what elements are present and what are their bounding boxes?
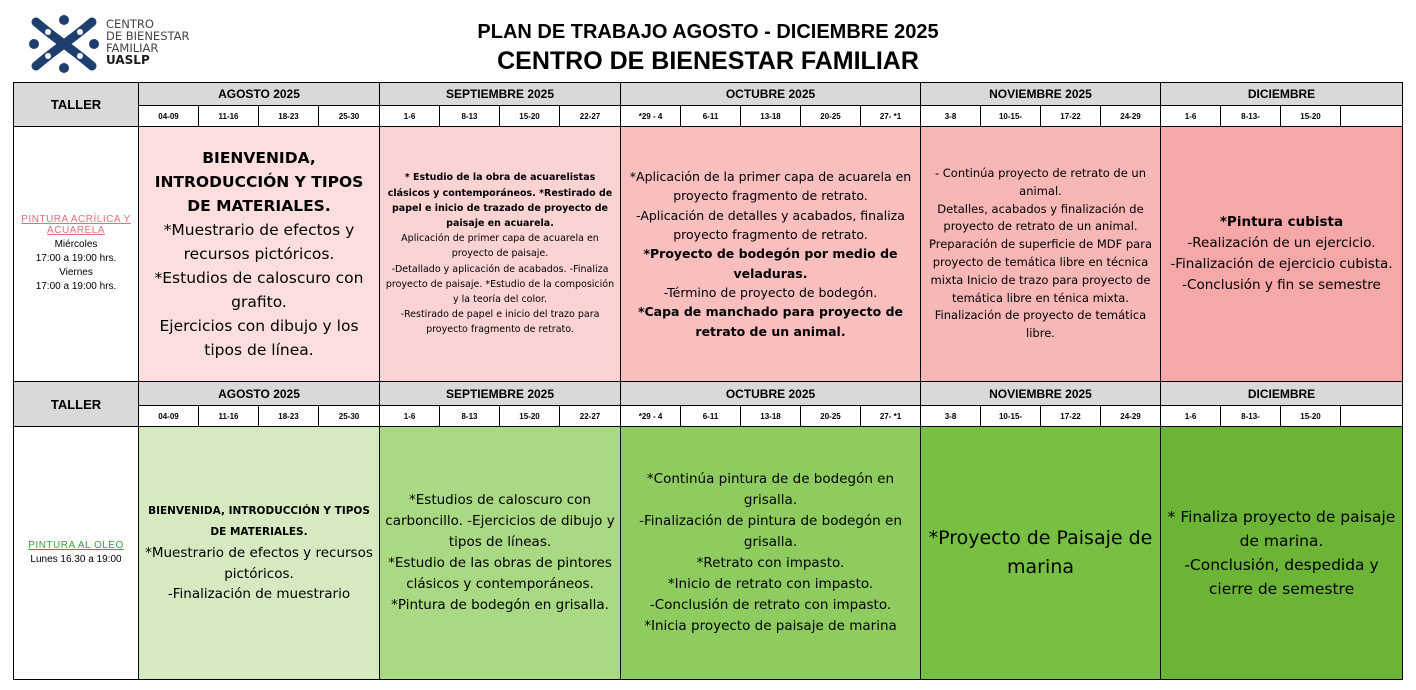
activity-text: -Aplicación de detalles y acabados, finaliza proyecto fragmento de retrato. (636, 207, 905, 242)
workshop-schedule-line: Miércoles (54, 239, 98, 250)
activity-text: Preparación de superficie de MDF para proyecto de temática libre en técnica mixta Inicio de trazo para proyecto de temática libre en ténica mixta. (928, 237, 1152, 305)
activity-text: *Capa de manchado para proyecto de retrato de un animal. (637, 304, 904, 339)
week-cell: 18-23 (258, 105, 319, 127)
week-cell: 25-30 (318, 405, 380, 427)
week-cell: 8-13- (1220, 105, 1281, 127)
workshop-name: PINTURA ACRÍLICA Y ACUARELA (21, 214, 131, 236)
activity-text: - Continúa proyecto de retrato de un animal. (934, 165, 1147, 198)
week-cell: 17-22 (1040, 105, 1101, 127)
month-header: AGOSTO 2025 (138, 82, 380, 106)
week-cell: 18-23 (258, 405, 319, 427)
week-cell: 8-13 (439, 405, 500, 427)
week-cell: 11-16 (198, 105, 259, 127)
week-cell: 8-13 (439, 105, 500, 127)
activity-text: -Detallado y aplicación de acabados. -Finaliza proyecto de paisaje. *Estudio de la composición y la teoría del color. (385, 263, 615, 305)
activity-text: -Restirado de papel e inicio del trazo para proyecto fragmento de retrato. (400, 309, 600, 336)
week-cell: 13-18 (740, 105, 801, 127)
workshop-label (13, 126, 139, 382)
activity-text: * Finaliza proyecto de paisaje de marina. (1167, 507, 1396, 550)
activity-cell (620, 426, 921, 680)
week-cell: *29 - 4 (620, 105, 681, 127)
month-header: AGOSTO 2025 (138, 381, 380, 406)
activity-text: Finalización de proyecto de temática libre. (934, 308, 1147, 341)
month-header: SEPTIEMBRE 2025 (379, 82, 621, 106)
month-header: SEPTIEMBRE 2025 (379, 381, 621, 406)
activity-cell (1160, 426, 1403, 680)
activity-text: *Aplicación de la primer capa de acuarela en proyecto fragmento de retrato. (629, 168, 912, 204)
logo-line: FAMILIAR (106, 41, 159, 55)
activity-text: -Finalización de pintura de bodegón en grisalla. (639, 513, 902, 551)
taller-header: TALLER (13, 82, 139, 127)
logo-line: DE BIENESTAR (106, 29, 190, 43)
week-cell: 6-11 (680, 105, 741, 127)
activity-text: BIENVENIDA, INTRODUCCIÓN Y TIPOS DE MATERIALES. (148, 504, 370, 538)
week-cell: 8-13- (1220, 405, 1281, 427)
activity-text: *Retrato con impasto. (696, 555, 845, 571)
month-header: NOVIEMBRE 2025 (920, 82, 1161, 106)
activity-text: *Inicio de retrato con impasto. (667, 575, 874, 592)
workshop-schedule-line: 17:00 a 19:00 hrs. (35, 281, 117, 292)
logo-line: CENTRO (106, 17, 154, 31)
workshop-schedule-line: 17:00 a 19:00 hrs. (35, 253, 117, 264)
activity-text: *Proyecto de bodegón por medio de veladuras. (643, 246, 898, 281)
workshop-name: PINTURA AL OLEO (28, 539, 124, 551)
week-cell: 13-18 (740, 405, 801, 427)
activity-cell (920, 126, 1161, 382)
activity-text: -Finalización de muestrario (167, 586, 351, 603)
week-cell: *29 - 4 (620, 405, 681, 427)
week-cell: 20-25 (800, 405, 861, 427)
month-header: OCTUBRE 2025 (620, 381, 921, 406)
month-header: OCTUBRE 2025 (620, 82, 921, 106)
week-cell: 27- *1 (860, 105, 921, 127)
activity-cell (138, 126, 380, 382)
activity-text: *Muestrario de efectos y recursos pictóricos. (163, 220, 355, 263)
month-header: NOVIEMBRE 2025 (920, 381, 1161, 406)
week-cell: 10-15- (980, 405, 1041, 427)
activity-cell (379, 126, 621, 382)
week-cell: 20-25 (800, 105, 861, 127)
activity-text: Ejercicios con dibujo y los tipos de línea. (159, 317, 359, 360)
page-title: PLAN DE TRABAJO AGOSTO - DICIEMBRE 2025 (477, 21, 939, 43)
week-cell: 04-09 (138, 105, 199, 127)
week-cell: 1-6 (1160, 105, 1221, 127)
activity-cell (1160, 126, 1403, 382)
week-cell (1340, 405, 1403, 427)
week-cell: 3-8 (920, 105, 981, 127)
activity-text: *Muestrario de efectos y recursos pictóricos. (145, 544, 373, 582)
activity-text: -Finalización de ejercicio cubista. (1170, 256, 1393, 272)
week-cell: 24-29 (1100, 105, 1161, 127)
activity-cell (620, 126, 921, 382)
week-cell: 04-09 (138, 405, 199, 427)
workshop-schedule-line: Lunes 16.30 a 19:00 (30, 553, 122, 565)
week-cell: 22-27 (559, 405, 621, 427)
activity-text: -Conclusión y fin se semestre (1182, 276, 1381, 293)
activity-text: *Estudios de caloscuro con carboncillo. -Ejercicios de dibujo y tipos de líneas. (385, 492, 615, 551)
activity-text: *Pintura cubista (1219, 214, 1344, 231)
month-header: DICIEMBRE (1160, 381, 1403, 406)
activity-text: -Realización de un ejercicio. (1187, 235, 1376, 252)
activity-text: Aplicación de primer capa de acuarela en proyecto de paisaje. (401, 233, 599, 260)
activity-text: *Inicia proyecto de paisaje de marina (644, 617, 897, 634)
week-cell: 17-22 (1040, 405, 1101, 427)
week-cell: 15-20 (1280, 405, 1341, 427)
page-subtitle: CENTRO DE BIENESTAR FAMILIAR (497, 47, 919, 75)
week-cell: 10-15- (980, 105, 1041, 127)
week-cell: 11-16 (198, 405, 259, 427)
week-cell: 1-6 (379, 405, 440, 427)
week-cell: 15-20 (499, 105, 560, 127)
week-cell: 15-20 (499, 405, 560, 427)
activity-text: *Pintura de bodegón en grisalla. (391, 596, 609, 613)
activity-text: *Estudios de caloscuro con grafito. (154, 269, 364, 312)
week-cell: 6-11 (680, 405, 741, 427)
workshop-schedule-line: Viernes (59, 267, 93, 278)
week-cell: 3-8 (920, 405, 981, 427)
week-cell: 22-27 (559, 105, 621, 127)
activity-cell (379, 426, 621, 680)
activity-text: *Continúa pintura de de bodegón en grisalla. (646, 471, 895, 509)
taller-header: TALLER (13, 381, 139, 427)
activity-text: -Conclusión, despedida y cierre de semestre (1184, 556, 1379, 599)
activity-text: * Estudio de la obra de acuarelistas clásicos y contemporáneos. *Restirado de papel e inicio de trazado de proyecto de paisaje en acuarela. (387, 172, 613, 229)
activity-text: *Proyecto de Paisaje de marina (928, 526, 1153, 578)
week-cell (1340, 105, 1403, 127)
activity-cell (138, 426, 380, 680)
week-cell: 27- *1 (860, 405, 921, 427)
activity-text: -Conclusión de retrato con impasto. (649, 596, 892, 613)
month-header: DICIEMBRE (1160, 82, 1403, 106)
activity-text: BIENVENIDA, INTRODUCCIÓN Y TIPOS DE MATERIALES. (154, 148, 364, 215)
logo-brand: UASLP (106, 53, 150, 67)
week-cell: 25-30 (318, 105, 380, 127)
activity-cell (920, 426, 1161, 680)
activity-text: -Término de proyecto de bodegón. (663, 285, 878, 301)
week-cell: 1-6 (1160, 405, 1221, 427)
week-cell: 24-29 (1100, 405, 1161, 427)
week-cell: 15-20 (1280, 105, 1341, 127)
week-cell: 1-6 (379, 105, 440, 127)
workshop-label (13, 426, 139, 680)
activity-text: Detalles, acabados y finalización de proyecto de retrato de un animal. (937, 201, 1144, 234)
activity-text: *Estudio de las obras de pintores clásicos y contemporáneos. (388, 555, 612, 592)
